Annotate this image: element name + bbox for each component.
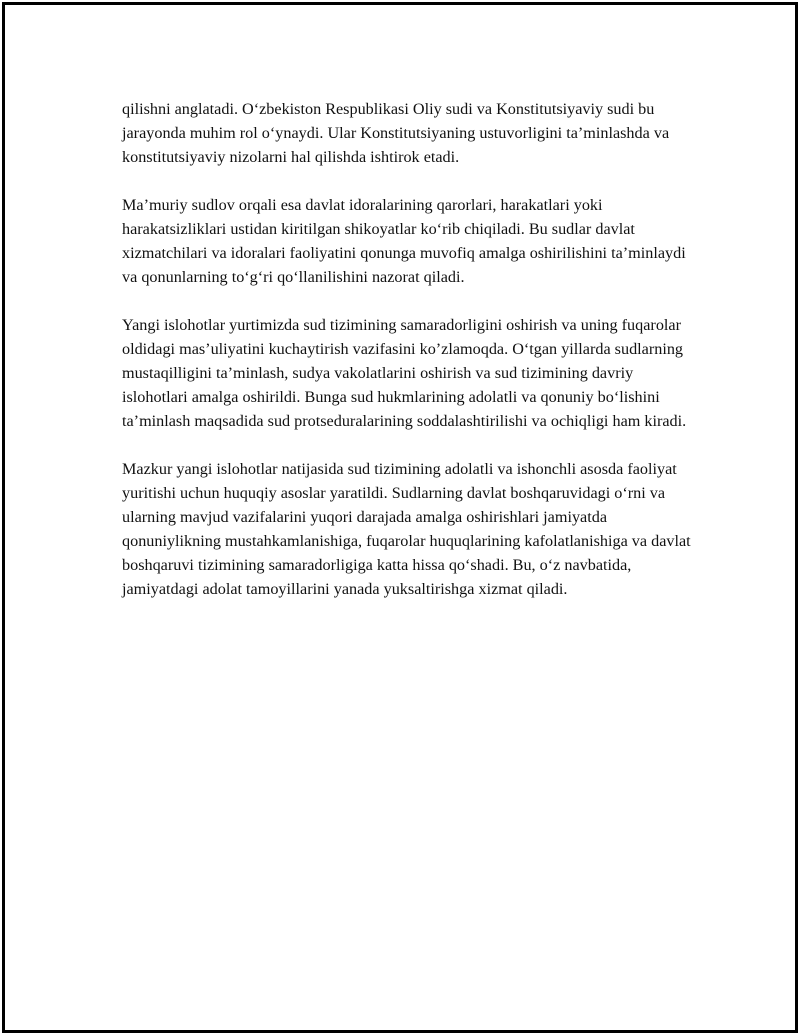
paragraph-4: Mazkur yangi islohotlar natijasida sud tizimining adolatli va ishonchli asosda faoliyat yuritishi uchun huquqiy asoslar yaratildi. Sudlarning davlat boshqaruvidagi o‘rni va ularning mavjud vazifalarini yuqori darajada amalga oshirishlari jamiyatda qonuniylikning mustahkamlanishiga, fuqarolar huquqlarining kafolatlanishiga va davlat boshqaruvi tizimining samaradorligiga katta hissa qo‘shadi. Bu, o‘z navbatida, jamiyatdagi adolat tamoyillarini yanada yuksaltirishga xizmat qiladi. [122,460,691,598]
paragraph-1: qilishni anglatadi. O‘zbekiston Respublikasi Oliy sudi va Konstitutsiyaviy sudi bu jarayonda muhim rol o‘ynaydi. Ular Konstitutsiyaning ustuvorligini ta’minlashda va konstitutsiyaviy nizolarni hal qilishda ishtirok etadi. [122,100,670,166]
paragraph-2: Ma’muriy sudlov orqali esa davlat idoralarining qarorlari, harakatlari yoki harakatsizliklari ustidan kiritilgan shikoyatlar ko‘rib chiqiladi. Bu sudlar davlat xizmatchilari va idoralari faoliyatini qonunga muvofiq amalga oshirilishini ta’minlaydi va qonunlarning to‘g‘ri qo‘llanilishini nazorat qiladi. [122,196,686,286]
paragraph-3: Yangi islohotlar yurtimizda sud tizimining samaradorligini oshirish va uning fuqarolar oldidagi mas’uliyatini kuchaytirish vazifasini ko’zlamoqda. O‘tgan yillarda sudlarning mustaqilligini ta’minlash, sudya vakolatlarini oshirish va sud tizimining davriy islohotlari amalga oshirildi. Bunga sud hukmlarining adolatli va qonuniy bo‘lishini ta’minlash maqsadida sud protseduralarining soddalashtirilishi va ochiqligi ham kiradi. [122,316,687,430]
page-border [2,2,798,1033]
document-body [122,97,697,625]
